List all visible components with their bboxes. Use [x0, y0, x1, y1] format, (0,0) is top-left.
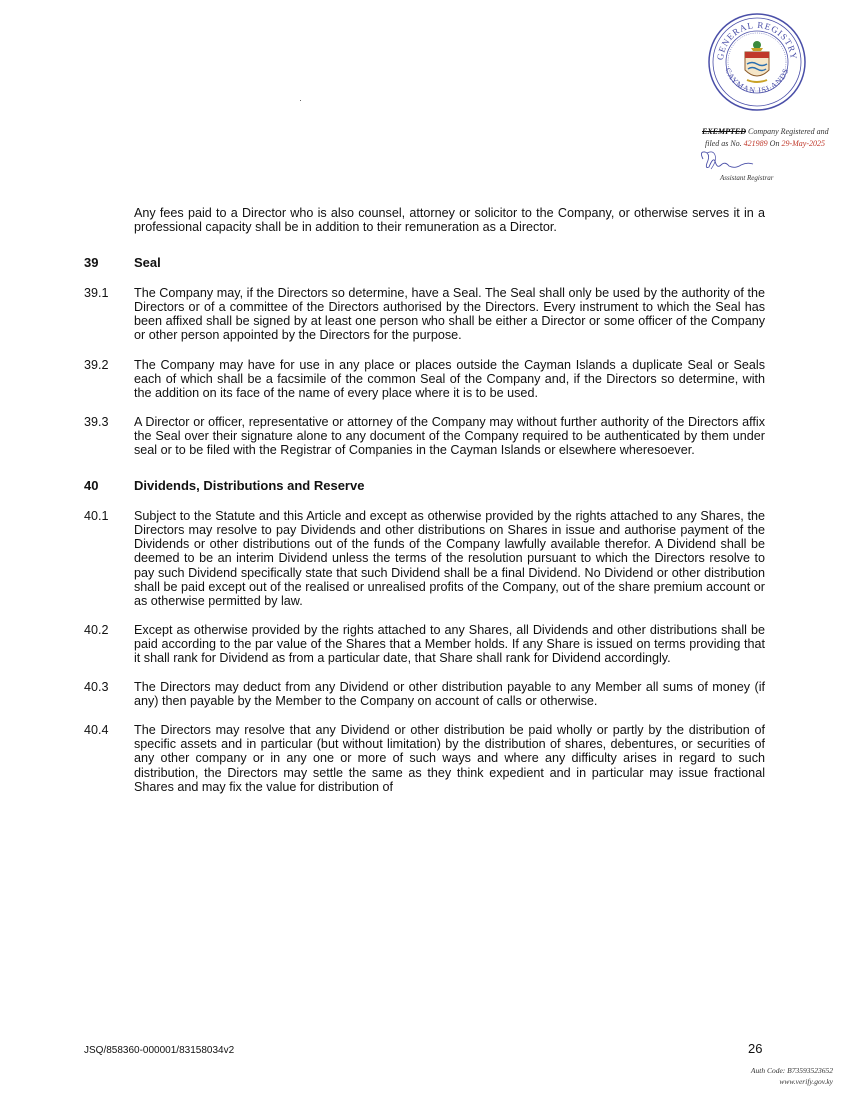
clause-text: A Director or officer, representative or attorney of the Company may without further authority of the Directors affix the Seal over their signature alone to any document of the Company required to be authenticated by them under seal or to be filed with the Registrar of Companies in the Cayman Islands or elsewhere wheresoever.	[134, 414, 765, 458]
stamp-line1-rest: Company Registered and	[748, 127, 829, 136]
stamp-registration-line	[702, 127, 832, 136]
clause-text: The Directors may deduct from any Dividend or other distribution payable to any Member all sums of money (if any) then payable by the Member to the Company on account of calls or otherwise.	[134, 680, 765, 709]
page-number: 26	[748, 1041, 763, 1056]
section-heading-39	[84, 255, 765, 270]
section-number: 40	[84, 478, 99, 494]
stamp-line2-on: On	[769, 139, 780, 148]
registry-seal-icon	[707, 12, 807, 112]
clause-text: Except as otherwise provided by the rights attached to any Shares, all Dividends and other distributions shall be paid according to the par value of the Shares that a Member holds. If any Share is issued on terms providing that it shall rank for Dividend as from a particular date, that Share shall rank for Dividend accordingly.	[134, 622, 765, 665]
registry-stamp	[695, 12, 829, 187]
verify-url: www.verify.gov.ky	[779, 1077, 833, 1086]
clause-40-3	[84, 680, 765, 708]
auth-code: Auth Code: B73593523652	[750, 1066, 833, 1075]
clause-39-2	[84, 358, 765, 400]
clause-number: 40.4	[84, 723, 109, 738]
section-title: Dividends, Distributions and Reserve	[134, 478, 365, 494]
clause-39-1	[84, 286, 765, 342]
clause-40-2	[84, 623, 765, 665]
clause-40-4	[84, 723, 765, 793]
clause-text: Subject to the Statute and this Article and except as otherwise provided by the rights attached to any Shares, the Directors may resolve to pay Dividends and other distributions on Shares in issue and authorise payment of the Dividends or other distributions out of the funds of the Company lawfully available therefor. A Dividend shall be deemed to be an interim Dividend unless the terms of the resolution pursuant to which the Directors resolve to pay such Dividend specifically state that such Dividend shall be a final Dividend. No Dividend or other distribution shall be paid except out of the realised or unrealised profits of the Company, out of the share premium account or as otherwise permitted by law.	[134, 509, 765, 608]
clause-number: 39.2	[84, 357, 109, 372]
exempted-label: EXEMPTED	[702, 127, 747, 136]
registration-number: 421989	[743, 139, 768, 148]
registration-date: 29-May-2025	[781, 139, 825, 148]
section-heading-40	[84, 478, 765, 493]
intro-paragraph: Any fees paid to a Director who is also counsel, attorney or solicitor to the Company, or otherwise serves it in a professional capacity shall be in addition to their remuneration as a Director.	[134, 206, 765, 235]
clause-40-1	[84, 509, 765, 608]
auth-block	[751, 1065, 833, 1087]
document-body	[84, 206, 765, 794]
clause-number: 40.2	[84, 622, 109, 637]
svg-text:GENERAL REGISTRY: GENERAL REGISTRY	[714, 19, 800, 61]
registrar-title: Assistant Registrar	[720, 174, 774, 182]
section-title: Seal	[134, 255, 161, 271]
clause-number: 39.3	[84, 414, 109, 429]
clause-number: 40.3	[84, 680, 109, 695]
document-reference: JSQ/858360-000001/83158034v2	[84, 1045, 235, 1056]
signature-icon	[695, 147, 765, 177]
section-number: 39	[84, 255, 99, 271]
clause-text: The Directors may resolve that any Dividend or other distribution be paid wholly or partly by the distribution of specific assets and in particular (but without limitation) by the distribution of shares, debentures, or securities of any other company or in any one or more of such ways and where any difficulty arises in regard to such distribution, the Directors may settle the same as they think expedient and in particular may issue fractional Shares and may fix the value for distribution of	[134, 723, 765, 794]
clause-39-3	[84, 415, 765, 457]
svg-text:CAYMAN ISLANDS: CAYMAN ISLANDS	[723, 66, 791, 96]
stray-mark	[300, 100, 301, 101]
clause-number: 40.1	[84, 509, 109, 524]
stamp-line2-prefix: filed as No.	[705, 139, 742, 148]
clause-number: 39.1	[84, 286, 109, 301]
clause-text: The Company may have for use in any place or places outside the Cayman Islands a duplicate Seal or Seals each of which shall be a facsimile of the common Seal of the Company and, if the Directors so determine, with the addition on its face of the name of every place where it is to be used.	[134, 357, 765, 400]
clause-text: The Company may, if the Directors so determine, have a Seal. The Seal shall only be used by the authority of the Directors or of a committee of the Directors authorised by the Directors. Every instrument to which the Seal has been affixed shall be signed by at least one person who shall be either a Director or some officer of the Company or other person appointed by the Directors for the purpose.	[134, 286, 765, 343]
